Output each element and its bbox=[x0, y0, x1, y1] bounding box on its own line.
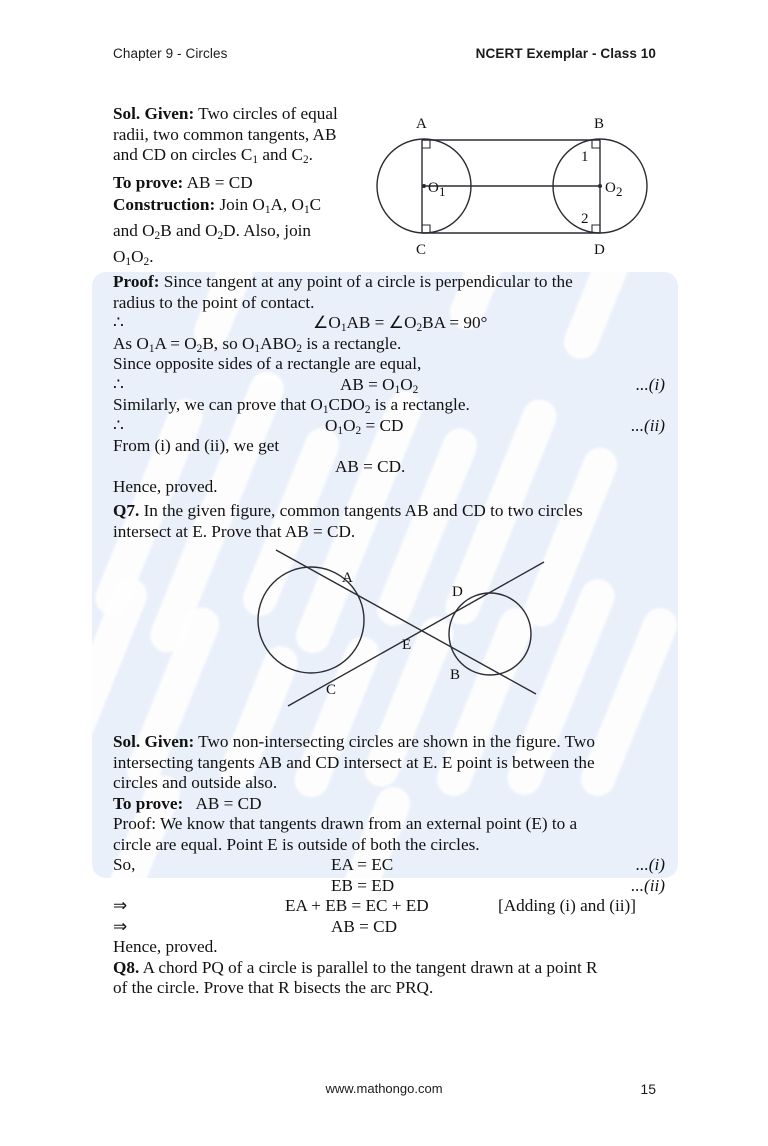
implies-symbol: ⇒ bbox=[113, 916, 128, 936]
subscript-2: 2 bbox=[364, 404, 371, 417]
eq1-b: AB = ∠O bbox=[346, 313, 417, 332]
sol-given-text-1: Two circles of equal bbox=[198, 104, 338, 123]
proof-line-5b: CDO bbox=[328, 395, 365, 414]
sol7-line-4 bbox=[113, 814, 665, 835]
sol7-to-prove-text: AB = CD bbox=[195, 793, 262, 813]
subscript-1: 1 bbox=[340, 322, 347, 335]
right-angle-mark-A bbox=[422, 140, 430, 148]
proof-line-1-text: Since tangent at any point of a circle is perpendicular to the bbox=[163, 272, 573, 291]
sol7-equation-2: EB = ED bbox=[331, 875, 395, 895]
figure-two-equal-circles bbox=[372, 104, 662, 264]
sol7-line-4-text: Proof: We know that tangents drawn from an external point (E) to a bbox=[113, 814, 578, 833]
figure1-label-C: C bbox=[416, 242, 427, 258]
footer-page-number: 15 bbox=[640, 1081, 656, 1097]
construction-text-2c: D. Also, join bbox=[223, 220, 312, 240]
proof-line-3 bbox=[113, 334, 665, 355]
figure1-label-angle-1: 1 bbox=[581, 149, 589, 165]
sol7-eq-row-1 bbox=[113, 855, 665, 876]
proof-line-5c: is a rectangle. bbox=[370, 395, 470, 414]
figure1-label-O2: O bbox=[605, 180, 616, 196]
figure1-label-O2-sub: 2 bbox=[616, 184, 623, 199]
sol7-equation-3: EA + EB = EC + ED bbox=[285, 896, 429, 915]
proof-eq-row-4 bbox=[113, 457, 665, 478]
sol-given-text-3c: . bbox=[308, 145, 313, 164]
center-dot-O1 bbox=[422, 184, 426, 188]
page-header bbox=[0, 46, 768, 68]
proof-line-7-text: Hence, proved. bbox=[113, 477, 218, 496]
construction-text-1c: C bbox=[309, 195, 322, 215]
circle-right bbox=[449, 593, 531, 675]
figure1-label-D: D bbox=[594, 242, 605, 258]
figure2-label-B: B bbox=[450, 667, 461, 683]
sol7-equation-1: EA = EC bbox=[331, 855, 394, 874]
proof-equation-2-ref: ...(i) bbox=[635, 374, 665, 394]
proof-line-3d: ABO bbox=[260, 333, 297, 353]
to-prove-label: To prove: bbox=[113, 172, 184, 192]
eq2-b: O bbox=[400, 374, 413, 394]
proof-equation-3-ref: ...(ii) bbox=[631, 415, 665, 435]
construction-text-1b: A, O bbox=[270, 195, 304, 215]
to-prove-text: AB = CD bbox=[186, 172, 253, 192]
proof-label: Proof: bbox=[113, 272, 160, 291]
proof-line-2 bbox=[113, 293, 665, 314]
sol7-line-2 bbox=[113, 753, 665, 774]
sol7-line-3-text: circles and outside also. bbox=[113, 773, 278, 792]
subscript-1: 1 bbox=[322, 404, 329, 417]
implies-symbol: ⇒ bbox=[113, 896, 128, 915]
subscript-1: 1 bbox=[394, 383, 401, 396]
subscript-2: 2 bbox=[355, 424, 362, 437]
construction-text-2a: and O bbox=[113, 220, 155, 240]
figure2-label-A: A bbox=[342, 570, 353, 586]
eq2-a: AB = O bbox=[340, 374, 395, 394]
sol7-line-6 bbox=[113, 937, 665, 958]
header-chapter-title: Chapter 9 - Circles bbox=[113, 46, 228, 61]
footer-website-url: www.mathongo.com bbox=[325, 1081, 443, 1096]
figure1-label-B: B bbox=[594, 116, 605, 132]
sol7-given-label: Sol. Given: bbox=[113, 732, 195, 751]
proof-line-2-text: radius to the point of contact. bbox=[113, 292, 315, 312]
subscript-2: 2 bbox=[302, 154, 309, 167]
figure-2-svg bbox=[196, 534, 596, 714]
proof-line-3a: As O bbox=[113, 333, 149, 353]
q8-line-1-text: A chord PQ of a circle is parallel to the tangent drawn at a point R bbox=[142, 957, 598, 977]
subscript-5: 1 bbox=[125, 255, 132, 268]
subscript-1: 1 bbox=[148, 342, 155, 355]
sol7-eq-row-4 bbox=[113, 917, 665, 938]
proof-line-5 bbox=[113, 395, 665, 416]
sol7-equation-3-note bbox=[498, 896, 636, 917]
q8-label: Q8. bbox=[113, 957, 140, 977]
subscript-3: 1 bbox=[254, 342, 261, 355]
q7-line-1 bbox=[113, 501, 665, 522]
eq1-a: ∠O bbox=[313, 313, 341, 332]
q7-line-2-text: intersect at E. Prove that AB = CD. bbox=[113, 521, 356, 541]
center-dot-O2 bbox=[598, 184, 602, 188]
subscript-1: 1 bbox=[337, 424, 344, 437]
eq3-c: = CD bbox=[361, 415, 404, 435]
construction-text-3c: . bbox=[149, 246, 154, 266]
construction-line-3 bbox=[113, 247, 363, 273]
q8-line-1 bbox=[113, 958, 665, 979]
sol7-eq-row-3 bbox=[113, 896, 665, 917]
construction-line-1 bbox=[113, 195, 363, 221]
sol-given-text-3b: and C bbox=[258, 145, 303, 164]
figure-crossing-tangents bbox=[196, 534, 596, 714]
therefore-symbol: ∴ bbox=[113, 415, 124, 435]
subscript-4: 2 bbox=[217, 230, 224, 243]
sol7-line-2-text: intersecting tangents AB and CD intersect at E. E point is between the bbox=[113, 752, 595, 772]
sol7-line-3 bbox=[113, 773, 665, 794]
right-angle-mark-C bbox=[422, 225, 430, 233]
construction-line-2 bbox=[113, 221, 363, 247]
sol7-to-prove-label: To prove: bbox=[113, 793, 184, 813]
figure1-label-angle-2: 2 bbox=[581, 211, 589, 227]
q7-label: Q7. bbox=[113, 501, 140, 520]
proof-line-6 bbox=[113, 436, 665, 457]
to-prove-line bbox=[113, 173, 363, 194]
proof-equation-4: AB = CD. bbox=[335, 456, 406, 476]
subscript-2: 2 bbox=[412, 383, 419, 396]
adding-note-text: [Adding (i) and (ii)] bbox=[498, 896, 636, 915]
subscript-2: 2 bbox=[196, 342, 203, 355]
figure1-label-A: A bbox=[416, 116, 427, 132]
figure2-label-D: D bbox=[452, 584, 463, 600]
sol7-equation-2-ref: ...(ii) bbox=[631, 875, 665, 895]
construction-text-2b: B and O bbox=[160, 220, 218, 240]
figure1-label-O1-sub: 1 bbox=[439, 184, 446, 199]
figure2-label-C: C bbox=[326, 682, 337, 698]
therefore-symbol: ∴ bbox=[113, 313, 124, 332]
page-footer bbox=[0, 1081, 768, 1101]
subscript-4: 2 bbox=[296, 342, 303, 355]
construction-text-1a: Join O bbox=[219, 195, 265, 215]
sol7-line-5-text: circle are equal. Point E is outside of both the circles. bbox=[113, 834, 480, 854]
figure1-label-O1: O bbox=[428, 180, 439, 196]
eq1-c: BA = 90° bbox=[422, 313, 488, 332]
sol7-equation-4: AB = CD bbox=[331, 916, 398, 936]
proof-line-6-text: From (i) and (ii), we get bbox=[113, 436, 280, 455]
construction-text-3a: O bbox=[113, 246, 126, 266]
subscript-1: 1 bbox=[252, 154, 259, 167]
sol-given-label: Sol. Given: bbox=[113, 104, 195, 123]
sol-given-line-2 bbox=[113, 125, 363, 146]
sol7-line-1-text: Two non-intersecting circles are shown in the figure. Two bbox=[198, 732, 595, 751]
proof-line-3c: B, so O bbox=[202, 333, 255, 353]
sol7-eq-row-2 bbox=[113, 876, 665, 897]
proof-line-4-text: Since opposite sides of a rectangle are equal, bbox=[113, 354, 422, 373]
proof-line-1 bbox=[113, 272, 665, 293]
proof-line-3e: is a rectangle. bbox=[302, 333, 402, 353]
sol-given-text-3a: and CD on circles C bbox=[113, 145, 253, 164]
figure2-label-E: E bbox=[402, 637, 412, 653]
sol7-equation-1-ref: ...(i) bbox=[635, 855, 665, 874]
eq3-b: O bbox=[343, 415, 356, 435]
therefore-symbol: ∴ bbox=[113, 374, 124, 394]
proof-eq-row-1 bbox=[113, 313, 665, 334]
subscript-2: 2 bbox=[416, 322, 423, 335]
proof-line-5a: Similarly, we can prove that O bbox=[113, 395, 323, 414]
so-label: So, bbox=[113, 855, 136, 874]
subscript-6: 2 bbox=[143, 255, 150, 268]
q8-line-2 bbox=[113, 978, 665, 999]
header-book-title: NCERT Exemplar - Class 10 bbox=[475, 46, 656, 61]
proof-eq-row-3 bbox=[113, 416, 665, 437]
sol-given-line-3 bbox=[113, 145, 363, 171]
q7-line-1-text: In the given figure, common tangents AB and CD to two circles bbox=[143, 501, 583, 520]
construction-text-3b: O bbox=[131, 246, 144, 266]
subscript-2: 1 bbox=[303, 204, 310, 217]
sol7-line-5 bbox=[113, 835, 665, 856]
sol7-line-1 bbox=[113, 732, 665, 753]
proof-line-3b: A = O bbox=[154, 333, 197, 353]
sol-given-text-2: radii, two common tangents, AB bbox=[113, 124, 337, 144]
eq3-a: O bbox=[325, 415, 338, 435]
figure-1-svg bbox=[372, 104, 662, 264]
q8-line-2-text: of the circle. Prove that R bisects the arc PRQ. bbox=[113, 978, 434, 997]
subscript-1: 1 bbox=[264, 204, 271, 217]
solution-intro-block bbox=[113, 104, 363, 272]
construction-label: Construction: bbox=[113, 195, 216, 215]
sol7-to-prove bbox=[113, 794, 665, 815]
sol7-line-6-text: Hence, proved. bbox=[113, 937, 218, 956]
subscript-3: 2 bbox=[154, 230, 161, 243]
right-angle-mark-B bbox=[592, 140, 600, 148]
proof-line-7 bbox=[113, 477, 665, 501]
sol-given-line-1 bbox=[113, 104, 363, 125]
proof-line-4 bbox=[113, 354, 665, 375]
proof-eq-row-2 bbox=[113, 375, 665, 396]
